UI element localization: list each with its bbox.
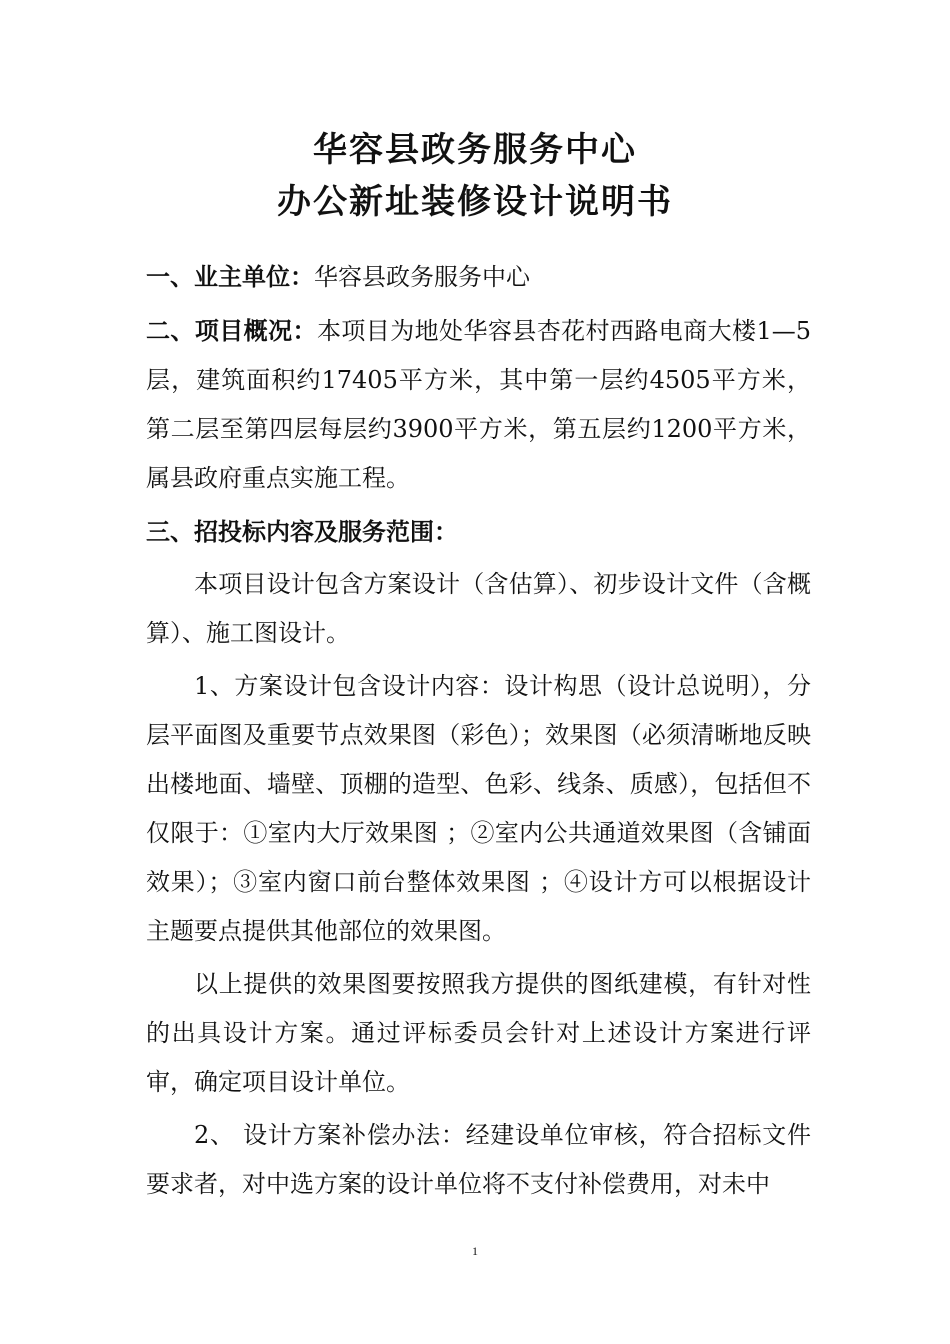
owner-content: 华容县政务服务中心 [314, 263, 530, 291]
scope-note-paragraph: 以上提供的效果图要按照我方提供的图纸建模，有针对性的出具设计方案。通过评标委员会针对上述设计方案进行评审，确定项目设计单位。 [146, 970, 811, 1096]
overview-paragraph [146, 306, 811, 503]
page-number: 1 [472, 1244, 478, 1258]
document-title-line-1: 华容县政务服务中心 [313, 130, 637, 170]
owner-paragraph [146, 252, 811, 302]
overview-content: 本项目为地处华容县杏花村西路电商大楼1—5层，建筑面积约17405平方米，其中第一层约4505平方米，第二层至第四层每层约3900平方米，第五层约1200平方米，属县政府重点实施工程。 [146, 317, 812, 492]
scope-intro-paragraph: 本项目设计包含方案设计（含估算）、初步设计文件（含概算）、施工图设计。 [146, 570, 811, 647]
document-body [146, 252, 811, 1209]
overview-heading: 二、项目概况： [146, 316, 317, 345]
scope-item-1-paragraph: 1、方案设计包含设计内容：设计构思（设计总说明），分层平面图及重要节点效果图（彩色）；效果图（必须清晰地反映出楼地面、墙壁、顶棚的造型、色彩、线条、质感），包括但不仅限于：①室内大厅效果图 ；②室内公共通道效果图（含铺面效果）；③室内窗口前台整体效果图 ；④设计方可以根据设计主题要点提供其他部位的效果图。 [146, 672, 811, 945]
document-title-line-2: 办公新址装修设计说明书 [277, 182, 673, 222]
scope-item-2-paragraph: 2、 设计方案补偿办法：经建设单位审核，符合招标文件要求者，对中选方案的设计单位将不支付补偿费用，对未中 [146, 1121, 811, 1198]
owner-heading: 一、业主单位： [146, 262, 314, 291]
scope-heading: 三、招投标内容及服务范围： [146, 517, 458, 546]
